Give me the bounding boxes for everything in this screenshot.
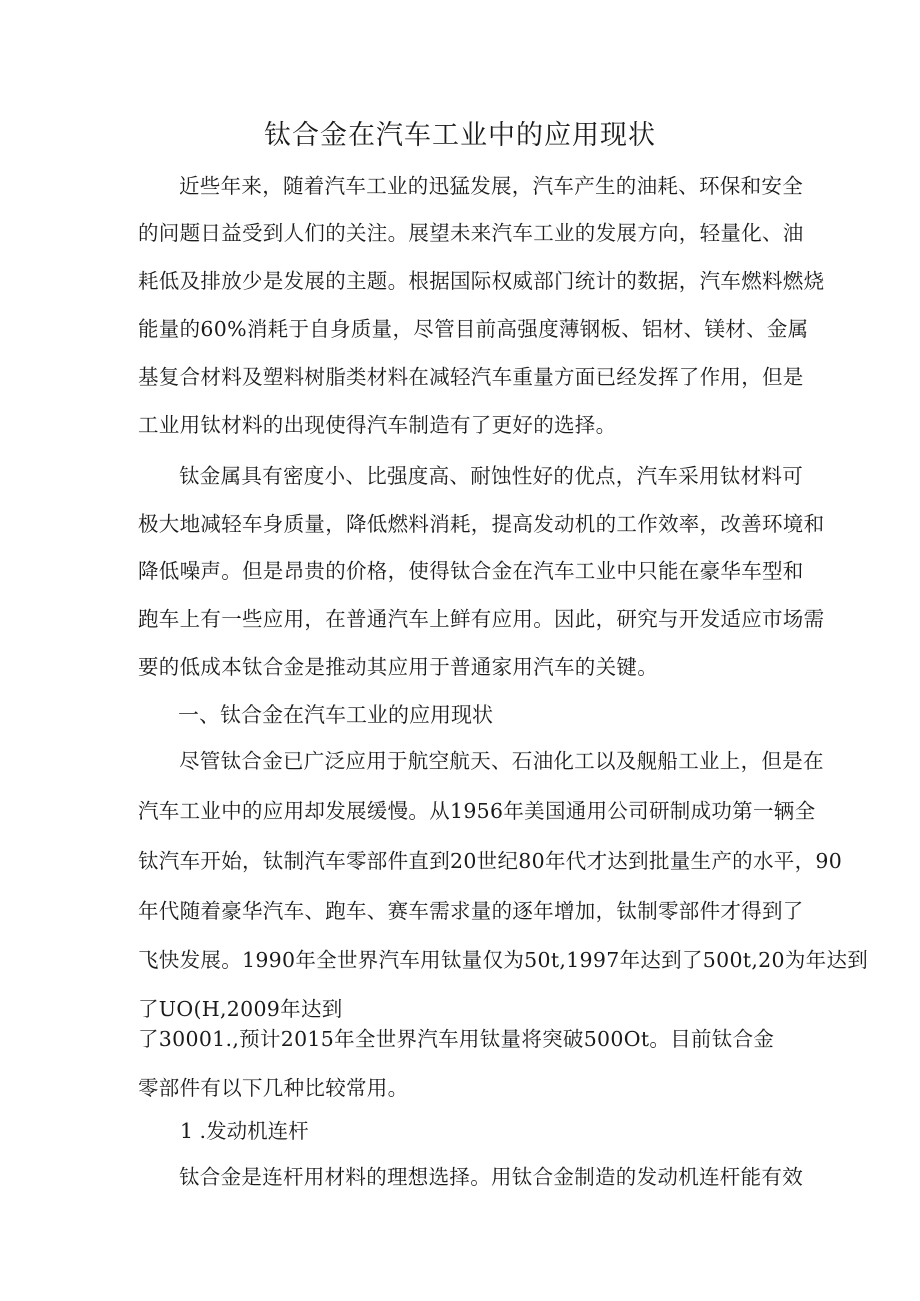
paragraph-line: 极大地减轻车身质量，降低燃料消耗，提高发动机的工作效率，改善环境和 — [138, 512, 825, 536]
subsection-heading: 1 .发动机连杆 — [180, 1119, 309, 1143]
paragraph-line: 年代随着豪华汽车、跑车、赛车需求量的逐年增加，钛制零部件才得到了 — [138, 899, 804, 923]
paragraph-line: 工业用钛材料的出现使得汽车制造有了更好的选择。 — [138, 413, 617, 437]
paragraph-line: 降低噪声。但是昂贵的价格，使得钛合金在汽车工业中只能在豪华车型和 — [138, 559, 804, 583]
paragraph-line: 耗低及排放少是发展的主题。根据国际权威部门统计的数据，汽车燃料燃烧 — [138, 269, 825, 293]
paragraph-line: 了UO(H,2009年达到 — [138, 997, 343, 1021]
paragraph-line: 尽管钛合金已广泛应用于航空航天、石油化工以及舰船工业上，但是在 — [179, 749, 824, 773]
section-heading: 一、钛合金在汽车工业的应用现状 — [178, 703, 493, 727]
paragraph-line: 零部件有以下几种比较常用。 — [138, 1076, 409, 1100]
paragraph-line: 近些年来，随着汽车工业的迅猛发展，汽车产生的油耗、环保和安全 — [179, 174, 803, 198]
paragraph-line: 钛合金是连杆用材料的理想选择。用钛合金制造的发动机连杆能有效 — [179, 1165, 803, 1189]
paragraph-line: 了30001.,预计2015年全世界汽车用钛量将突破500Ot。目前钛合金 — [138, 1027, 775, 1051]
paragraph-line: 钛金属具有密度小、比强度高、耐蚀性好的优点，汽车采用钛材料可 — [179, 464, 803, 488]
paragraph-line: 基复合材料及塑料树脂类材料在减轻汽车重量方面已经发挥了作用，但是 — [138, 365, 804, 389]
paragraph-line: 钛汽车开始，钛制汽车零部件直到20世纪80年代才达到批量生产的水平，90 — [138, 849, 843, 873]
paragraph-line: 的问题日益受到人们的关注。展望未来汽车工业的发展方向，轻量化、油 — [138, 221, 804, 245]
paragraph-line: 飞快发展。1990年全世界汽车用钛量仅为50t,1997年达到了500t,20为年达到 — [138, 948, 869, 972]
paragraph-line: 能量的60%消耗于自身质量，尽管目前高强度薄钢板、铝材、镁材、金属 — [138, 317, 809, 341]
paragraph-line: 汽车工业中的应用却发展缓慢。从1956年美国通用公司研制成功第一辆全 — [138, 799, 816, 823]
paragraph-line: 要的低成本钛合金是推动其应用于普通家用汽车的关键。 — [138, 655, 658, 679]
paragraph-line: 跑车上有一些应用，在普通汽车上鲜有应用。因此，研究与开发适应市场需 — [138, 607, 825, 631]
document-title: 钛合金在汽车工业中的应用现状 — [264, 120, 656, 151]
